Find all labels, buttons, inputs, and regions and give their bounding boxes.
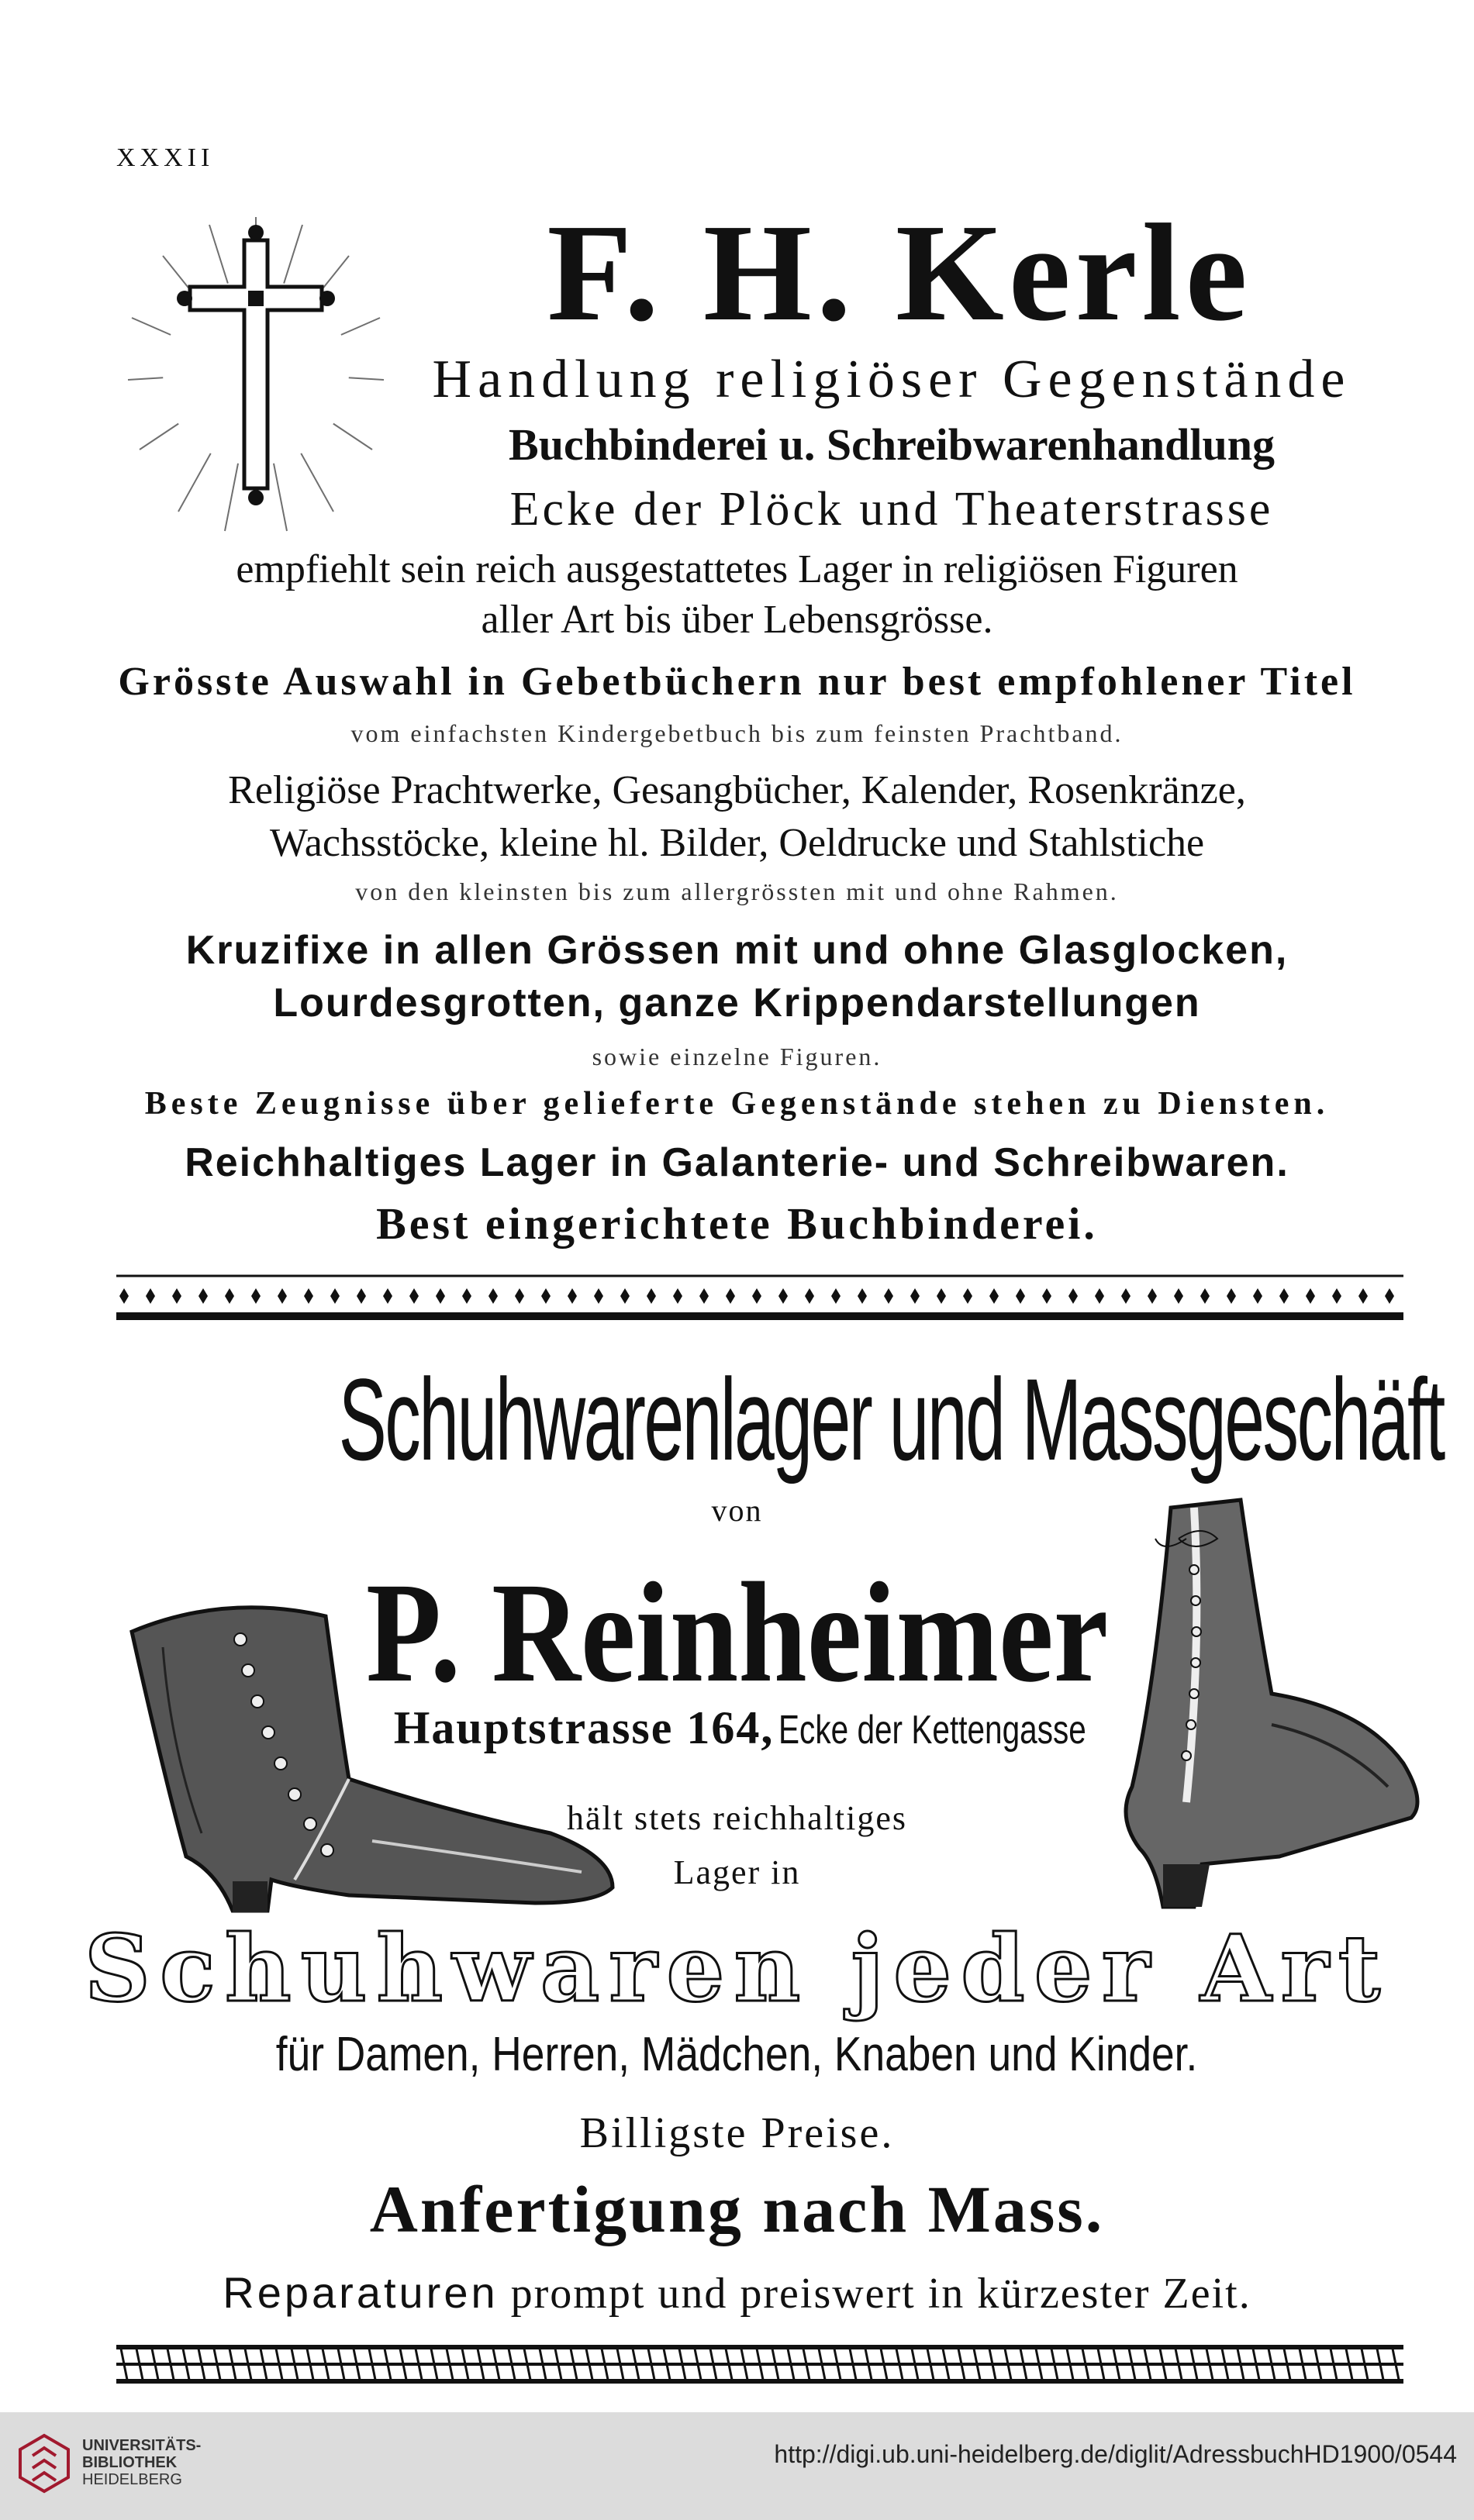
- kerle-address: Ecke der Plöck und Theaterstrasse: [509, 483, 1274, 536]
- kerle-small-note: vom einfachsten Kindergebetbuch bis zum feinsten Prachtband.: [350, 719, 1124, 747]
- reinheimer-made-to-measure: Anfertigung nach Mass.: [369, 2172, 1105, 2246]
- kerle-text-line: Religiöse Prachtwerke, Gesangbücher, Kalender, Rosenkränze,: [228, 768, 1246, 812]
- divider-ornament: [304, 1288, 313, 1304]
- reinheimer-text-line: Lager in: [673, 1853, 801, 1891]
- divider-ornament: [515, 1288, 524, 1304]
- divider-ornament: [989, 1288, 999, 1304]
- divider-ornament: [831, 1288, 841, 1304]
- kerle-subtitle-bindery: Buchbinderei u. Schreibwarenhandlung: [509, 419, 1275, 470]
- divider-ornament: [119, 1288, 129, 1304]
- kerle-text-line: Grösste Auswahl in Gebetbüchern nur best empfohlener Titel: [118, 660, 1356, 704]
- footer-institution-line: BIBLIOTHEK: [82, 2454, 178, 2471]
- reinheimer-repairs-word: Reparaturen: [223, 2268, 499, 2317]
- divider-ornament: [673, 1288, 682, 1304]
- divider-ornament: [1253, 1288, 1262, 1304]
- divider-ornament: [568, 1288, 577, 1304]
- kerle-small-note: von den kleinsten bis zum allergrössten mit und ohne Rahmen.: [355, 877, 1119, 905]
- footer-institution-line: UNIVERSITÄTS-: [82, 2437, 202, 2454]
- divider-ornament: [1227, 1288, 1236, 1304]
- divider-ornament: [1200, 1288, 1210, 1304]
- divider-ornament: [1174, 1288, 1183, 1304]
- kerle-text-line: Wachsstöcke, kleine hl. Bilder, Oeldrucke und Stahlstiche: [269, 821, 1205, 865]
- reinheimer-customers-text: für Damen, Herren, Mädchen, Knaben und Kinder.: [276, 2028, 1198, 2081]
- divider-ornament: [858, 1288, 867, 1304]
- divider-ornament: [1385, 1288, 1394, 1304]
- divider-ornament: [541, 1288, 551, 1304]
- reinheimer-repairs-rest: prompt und preiswert in kürzester Zeit.: [510, 2270, 1251, 2318]
- kerle-text-line: Lourdesgrotten, ganze Krippendarstellungen: [273, 981, 1201, 1026]
- divider-ornament: [1095, 1288, 1104, 1304]
- university-library-logo-icon: [17, 2432, 71, 2494]
- divider-ornament: [937, 1288, 946, 1304]
- divider-ornament: [462, 1288, 471, 1304]
- divider-ornament: [1306, 1288, 1315, 1304]
- kerle-small-note: sowie einzelne Figuren.: [592, 1043, 882, 1070]
- divider-ornament: [146, 1288, 155, 1304]
- divider-ornament: [1042, 1288, 1051, 1304]
- divider-ornament: [699, 1288, 709, 1304]
- page-number: XXXII: [116, 143, 215, 172]
- divider-ornament: [1279, 1288, 1289, 1304]
- lace-up-boot-illustration: [1109, 1492, 1434, 1911]
- kerle-text-line: Reichhaltiges Lager in Galanterie- und Schreibwaren.: [185, 1140, 1289, 1185]
- divider-ornament: [383, 1288, 392, 1304]
- reinheimer-name-text: P. Reinheimer: [365, 1553, 1109, 1712]
- reinheimer-corner: Ecke der Kettengasse: [778, 1708, 1086, 1753]
- divider-ornament: [172, 1288, 181, 1304]
- divider-ornament: [620, 1288, 630, 1304]
- kerle-subtitle-religious-goods: Handlung religiöser Gegenstände: [432, 350, 1351, 409]
- divider-ornament: [910, 1288, 920, 1304]
- ornamental-divider-bottom: [116, 2341, 1403, 2387]
- divider-ornament: [1121, 1288, 1131, 1304]
- button-boot-illustration: [116, 1577, 628, 1918]
- kerle-text-line: Kruzifixe in allen Grössen mit und ohne Glasglocken,: [185, 928, 1289, 973]
- divider-ornament: [225, 1288, 234, 1304]
- divider-ornament: [726, 1288, 735, 1304]
- footer-institution: [82, 2437, 201, 2488]
- reinheimer-text-line: hält stets reichhaltiges: [567, 1799, 907, 1837]
- divider-ornament: [278, 1288, 287, 1304]
- divider-ornament: [752, 1288, 761, 1304]
- divider-ornament: [1068, 1288, 1078, 1304]
- reinheimer-shoes-of-every-kind: Schuhwaren jeder Art: [84, 1915, 1390, 2022]
- reinheimer-title: [0, 1353, 1474, 1487]
- divider-ornament: [330, 1288, 340, 1304]
- footer-institution-line: HEIDELBERG: [82, 2471, 182, 2488]
- footer-source-url[interactable]: http://digi.ub.uni-heidelberg.de/diglit/AdressbuchHD1900/0544: [774, 2440, 1457, 2468]
- reinheimer-von: von: [711, 1493, 763, 1528]
- reinheimer-customers: [0, 2027, 1474, 2082]
- divider-ornament: [1332, 1288, 1341, 1304]
- divider-ornament: [884, 1288, 893, 1304]
- kerle-text-line: Beste Zeugnisse über gelieferte Gegenstände stehen zu Diensten.: [144, 1086, 1330, 1122]
- divider-ornament: [1016, 1288, 1025, 1304]
- divider-ornament: [778, 1288, 788, 1304]
- kerle-company-name: F. H. Kerle: [547, 195, 1252, 350]
- reinheimer-street: Hauptstrasse 164,: [393, 1702, 775, 1753]
- kerle-text-line: aller Art bis über Lebensgrösse.: [481, 598, 993, 642]
- divider-ornament: [647, 1288, 656, 1304]
- divider-ornament: [488, 1288, 498, 1304]
- divider-ornament: [409, 1288, 419, 1304]
- divider-ornament: [198, 1288, 208, 1304]
- divider-ornament: [436, 1288, 445, 1304]
- divider-ornament: [1358, 1288, 1368, 1304]
- reinheimer-repairs: [0, 2267, 1474, 2318]
- divider-ornament: [357, 1288, 366, 1304]
- divider-ornament: [251, 1288, 261, 1304]
- kerle-text-line: Best eingerichtete Buchbinderei.: [376, 1198, 1098, 1249]
- reinheimer-prices: Billigste Preise.: [579, 2109, 895, 2157]
- reinheimer-title-text: Schuhwarenlager und Massgeschäft: [338, 1354, 1444, 1484]
- kerle-text-line: empfiehlt sein reich ausgestattetes Lager in religiösen Figuren: [236, 547, 1238, 591]
- divider-ornament: [963, 1288, 972, 1304]
- divider-ornament: [805, 1288, 814, 1304]
- divider-ornament: [594, 1288, 603, 1304]
- ornamental-divider: [116, 1270, 1403, 1332]
- crucifix-illustration: [124, 209, 388, 535]
- divider-ornament: [1148, 1288, 1157, 1304]
